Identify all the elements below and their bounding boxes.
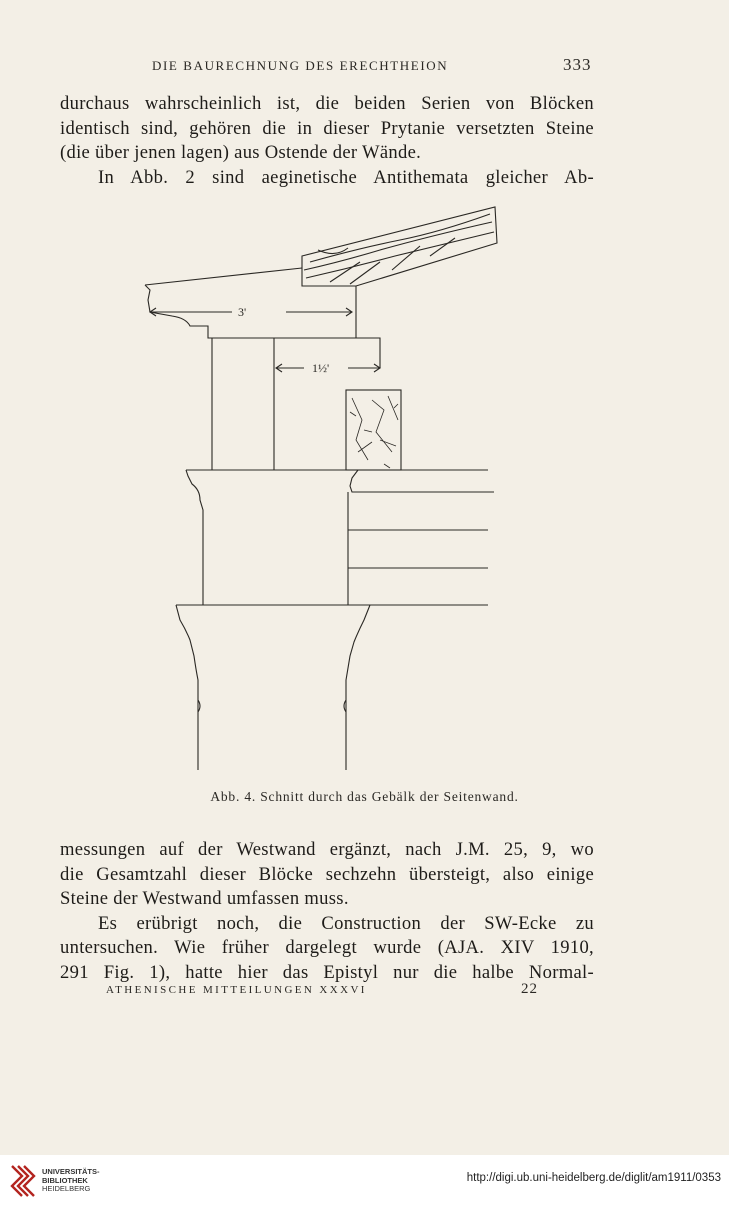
figure-caption: Abb. 4. Schnitt durch das Gebälk der Seitenwand. bbox=[210, 789, 519, 804]
paragraph-top bbox=[60, 92, 594, 190]
text-line: messungen auf der Westwand ergänzt, nach J.M. 25, 9, wo bbox=[60, 839, 594, 860]
source-url-link[interactable]: http://digi.ub.uni-heidelberg.de/diglit/am1911/0353 bbox=[466, 1172, 721, 1184]
dimension-label-top: 3' bbox=[238, 305, 247, 319]
text-line: Es erübrigt noch, die Construction der SW-Ecke zu bbox=[98, 912, 594, 934]
journal-title: ATHENISCHE MITTEILUNGEN XXXVI bbox=[106, 984, 367, 996]
library-bar bbox=[0, 1155, 729, 1207]
text-line: identisch sind, gehören die in dieser Prytanie versetzten Steine bbox=[60, 117, 594, 139]
university-library-logo-icon bbox=[8, 1162, 38, 1202]
entablature-section-drawing bbox=[140, 200, 500, 780]
text-line: In Abb. 2 sind aeginetische Antithemata gleicher Ab- bbox=[98, 166, 594, 188]
text-line: untersuchen. Wie früher dargelegt wurde (AJA. XIV 1910, bbox=[60, 937, 594, 959]
library-name-line: BIBLIOTHEK bbox=[42, 1175, 88, 1185]
library-name-line: HEIDELBERG bbox=[42, 1184, 91, 1193]
signature-mark: 22 bbox=[521, 981, 538, 997]
text-line: durchaus wahrscheinlich ist, die beiden Serien von Blöcken bbox=[60, 93, 594, 114]
cornice bbox=[145, 268, 380, 368]
dimension-label-mid: 1½' bbox=[312, 361, 330, 375]
text-line: 291 Fig. 1), hatte hier das Epistyl nur die halbe Normal- bbox=[60, 961, 594, 983]
page-footer bbox=[0, 981, 729, 1001]
library-name-line: UNIVERSITÄTS- bbox=[42, 1167, 100, 1176]
roof-beam bbox=[302, 207, 497, 286]
library-name bbox=[42, 1168, 100, 1194]
text-line: die Gesamtzahl dieser Blöcke sechzehn übersteigt, also einige bbox=[60, 863, 594, 885]
text-line: (die über jenen lagen) aus Ostende der Wände. bbox=[60, 142, 422, 164]
running-title: DIE BAURECHNUNG DES ERECHTHEION bbox=[152, 58, 449, 73]
page-number: 333 bbox=[563, 55, 592, 74]
text-line: Steine der Westwand umfassen muss. bbox=[60, 888, 349, 910]
running-head bbox=[0, 55, 729, 78]
frieze-block bbox=[212, 338, 274, 470]
architrave-profile bbox=[186, 470, 203, 605]
column-capital bbox=[176, 605, 198, 770]
paragraph-bottom bbox=[60, 838, 594, 986]
